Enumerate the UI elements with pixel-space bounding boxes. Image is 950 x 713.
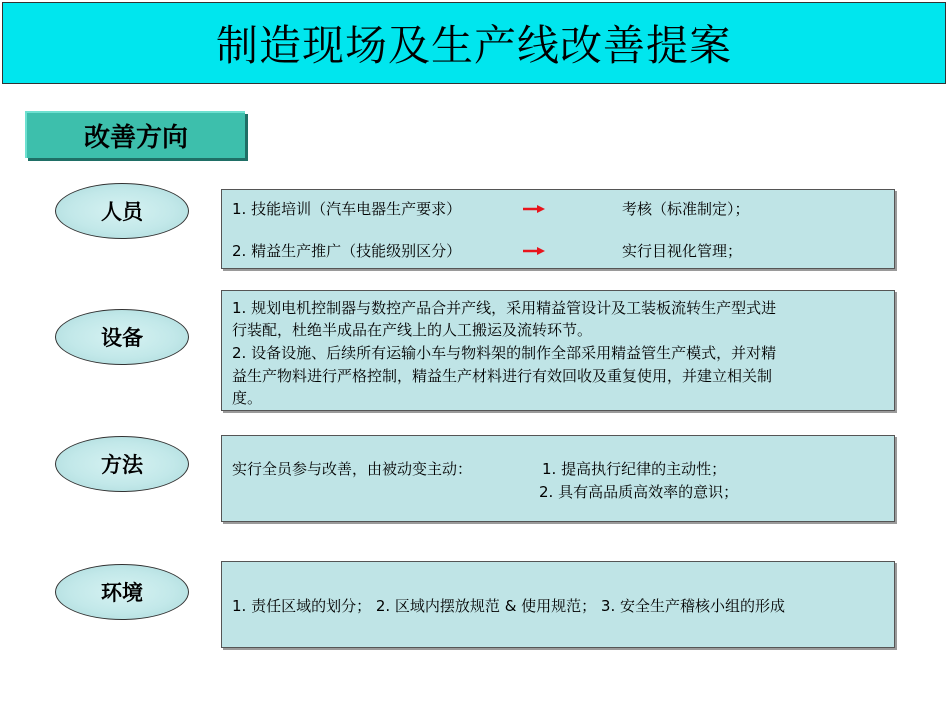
label-equipment: 设备	[101, 326, 143, 350]
method-intro: 实行全员参与改善，由被动变主动：	[232, 460, 473, 478]
personnel-line1-left: 1. 技能培训（汽车电器生产要求）	[232, 200, 462, 218]
title-banner	[2, 2, 946, 84]
equipment-line3: 2. 设备设施、后续所有运输小车与物料架的制作全部采用精益管生产模式，并对精	[232, 344, 777, 362]
page-title: 制造现场及生产线改善提案	[215, 21, 732, 70]
oval-personnel	[55, 183, 189, 239]
personnel-line2-right: 实行目视化管理；	[622, 242, 743, 260]
label-method: 方法	[101, 453, 143, 477]
section-title: 改善方向	[83, 123, 188, 153]
equipment-line1: 1. 规划电机控制器与数控产品合并产线，采用精益管设计及工装板流转生产型式进	[232, 299, 777, 317]
oval-environment	[55, 564, 189, 620]
oval-method	[55, 436, 189, 492]
right-arrow-icon	[523, 204, 545, 214]
personnel-line1-right: 考核（标准制定）；	[622, 200, 750, 218]
equipment-line2: 行装配，杜绝半成品在产线上的人工搬运及流转环节。	[232, 321, 593, 339]
method-point1: 1. 提高执行纪律的主动性；	[542, 460, 727, 478]
equipment-line4: 益生产物料进行严格控制，精益生产材料进行有效回收及重复使用，并建立相关制	[232, 367, 773, 385]
equipment-line5: 度。	[232, 389, 263, 407]
right-arrow-icon	[523, 246, 545, 256]
label-personnel: 人员	[101, 200, 143, 224]
personnel-line2-left: 2. 精益生产推广（技能级别区分）	[232, 242, 462, 260]
method-point2: 2. 具有高品质高效率的意识；	[539, 483, 739, 501]
box-environment	[221, 561, 895, 648]
box-personnel	[221, 189, 895, 269]
section-tag	[25, 111, 245, 158]
environment-text: 1. 责任区域的划分； 2. 区域内摆放规范 & 使用规范； 3. 安全生产稽核小组的形成	[232, 597, 786, 615]
label-environment: 环境	[101, 581, 143, 605]
box-method	[221, 435, 895, 522]
oval-equipment	[55, 309, 189, 365]
box-equipment	[221, 290, 895, 411]
